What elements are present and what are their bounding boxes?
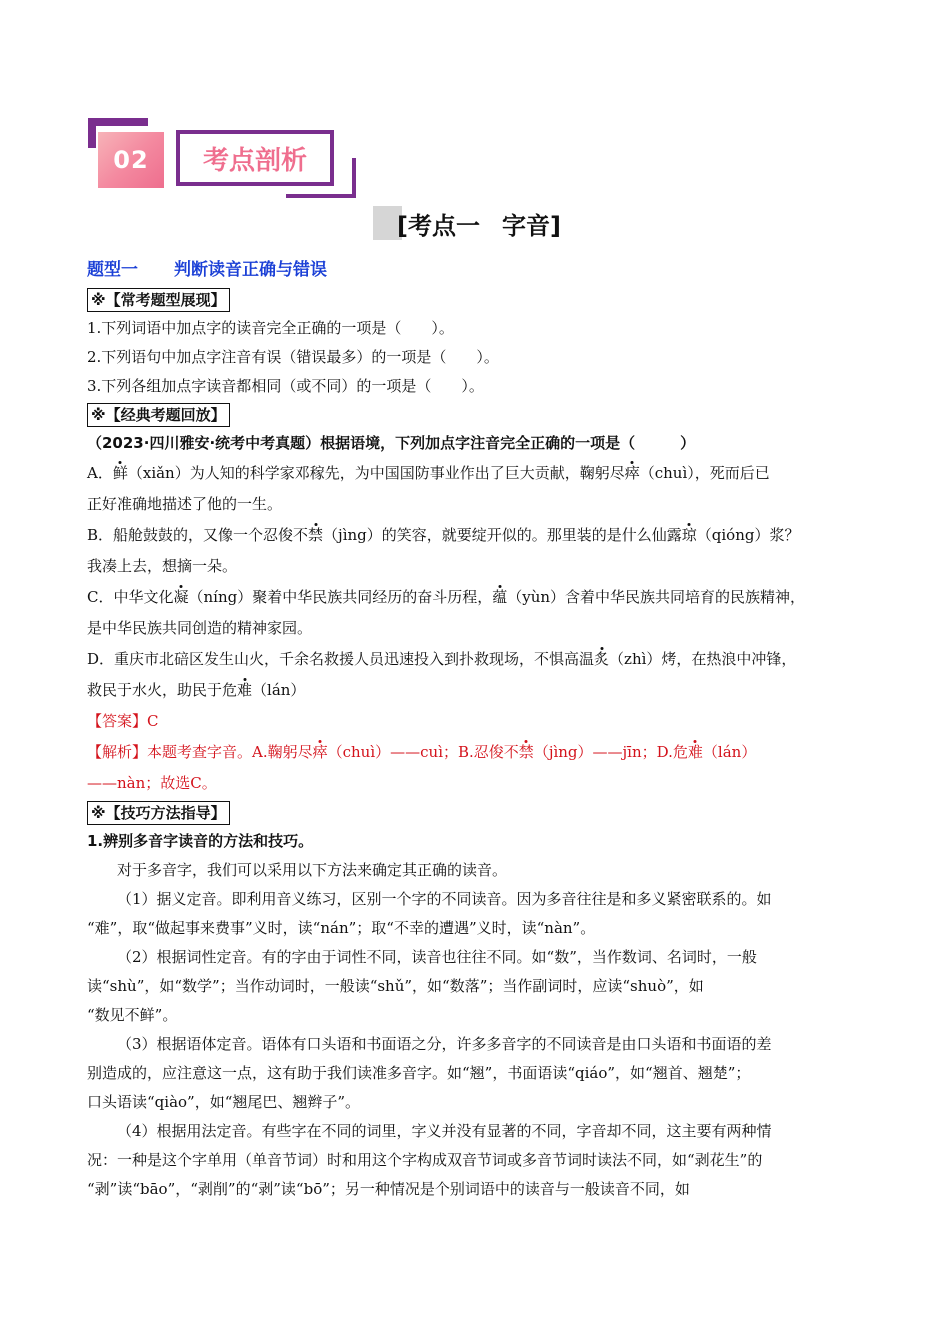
badge-frame-right <box>352 158 356 198</box>
dotted-char: 难 <box>237 681 253 699</box>
option-d-line2 <box>87 675 867 706</box>
text-run: （zhì）烤，在热浪中冲锋， <box>609 650 797 668</box>
badge-frame-bottom <box>286 194 356 198</box>
type-title: 判断读音正确与错误 <box>174 260 327 280</box>
dotted-char: 琼 <box>681 526 697 544</box>
box-heading-classic: ※【经典考题回放】 <box>87 403 230 427</box>
text-run: D．重庆市北碚区发生山火，千余名救援人员迅速投入到扑救现场，不惧高温 <box>87 650 595 668</box>
common-item-3: 3.下列各组加点字读音都相同（或不同）的一项是（ ）。 <box>87 377 484 395</box>
dotted-char: 凝 <box>173 588 189 606</box>
dotted-char: 蕴 <box>492 588 508 606</box>
text-run: （xiǎn）为人知的科学家邓稼先，为中国国防事业作出了巨大贡献，鞠躬尽 <box>127 464 625 482</box>
paragraph: 况：一种是这个字单用（单音节词）时和用这个字构成双音节词或多音节词时读法不同，如“剥花生”的 <box>87 1151 763 1169</box>
option-d <box>87 644 867 675</box>
dotted-char: 禁 <box>518 743 534 761</box>
main-content <box>87 254 867 1204</box>
dotted-char: 瘁 <box>312 743 328 761</box>
badge-label: 考点剖析 <box>176 130 334 186</box>
common-item-1: 1.下列词语中加点字的读音完全正确的一项是（ ）。 <box>87 319 454 337</box>
paragraph: （3）根据语体定音。语体有口头语和书面语之分，许多多音字的不同读音是由口头语和书面语的差 <box>117 1035 772 1053</box>
option-b-line2: 我凑上去，想摘一朵。 <box>87 557 238 575</box>
analysis <box>87 737 867 768</box>
answer: 【答案】C <box>87 712 159 730</box>
text-run: （jìng）的笑容，就要绽开似的。那里装的是什么仙露 <box>323 526 682 544</box>
text-run: （qióng）浆？ <box>696 526 800 544</box>
text-run: （chuì）——cuì；B.忍俊不 <box>327 743 519 761</box>
section-title-left: [考点一 <box>397 211 480 240</box>
dotted-char: 瘁 <box>624 464 640 482</box>
option-b <box>87 520 867 551</box>
common-item-2: 2.下列语句中加点字注音有误（错误最多）的一项是（ ）。 <box>87 348 499 366</box>
option-a-line2: 正好准确地描述了他的一生。 <box>87 495 283 513</box>
text-run: （yùn）含着中华民族共同培育的民族精神， <box>507 588 806 606</box>
analysis-line2: ——nàn；故选C。 <box>87 774 217 792</box>
text-run: B．船舱鼓鼓的，又像一个忍俊不 <box>87 526 309 544</box>
text-run: （jìng）——jīn；D.危 <box>533 743 688 761</box>
text-run: （lán） <box>252 681 306 699</box>
box-heading-common: ※【常考题型展现】 <box>87 288 230 312</box>
paragraph: （2）根据词性定音。有的字由于词性不同，读音也往往不同。如“数”，当作数词、名词时，一般 <box>117 948 757 966</box>
text-run: C．中华文化 <box>87 588 174 606</box>
dotted-char: 禁 <box>308 526 324 544</box>
section-title-right: 字音] <box>501 211 561 240</box>
paragraph: （1）据义定音。即利用音义练习，区别一个字的不同读音。因为多音往往是和多义紧密联系的。如 <box>117 890 772 908</box>
question-stem: （2023·四川雅安·统考中考真题）根据语境，下列加点字注音完全正确的一项是（ ） <box>87 434 696 452</box>
method-title: 1.辨别多音字读音的方法和技巧。 <box>87 832 314 850</box>
paragraph: “难”，取“做起事来费事”义时，读“nán”；取“不幸的遭遇”义时，读“nàn”。 <box>87 919 596 937</box>
badge-number: 02 <box>98 132 164 188</box>
option-c-line2: 是中华民族共同创造的精神家园。 <box>87 619 313 637</box>
option-a <box>87 458 867 489</box>
text-run: （níng）聚着中华民族共同经历的奋斗历程， <box>188 588 493 606</box>
dotted-char: 难 <box>687 743 703 761</box>
option-c <box>87 582 867 613</box>
text-run: （chuì），死而后已 <box>639 464 770 482</box>
box-heading-method: ※【技巧方法指导】 <box>87 801 230 825</box>
text-run: （lán） <box>702 743 757 761</box>
paragraph: （4）根据用法定音。有些字在不同的词里，字义并没有显著的不同，字音却不同，这主要有两种情 <box>117 1122 772 1140</box>
paragraph: “数见不鲜”。 <box>87 1006 178 1024</box>
badge-frame-top <box>88 118 148 126</box>
paragraph: 读“shù”，如“数学”；当作动词时，一般读“shǔ”，如“数落”；当作副词时，应读“shuò”，如 <box>87 977 704 995</box>
section-title <box>373 206 581 240</box>
section-badge <box>88 118 356 198</box>
dotted-char: 炙 <box>594 650 610 668</box>
dotted-char: 鲜 <box>112 464 128 482</box>
paragraph: 口头语读“qiào”，如“翘尾巴、翘辫子”。 <box>87 1093 361 1111</box>
text-run: 救民于水火，助民于危 <box>87 681 238 699</box>
type-heading <box>87 254 867 286</box>
type-prefix: 题型一 <box>87 260 138 280</box>
paragraph: “剥”读“bāo”，“剥削”的“剥”读“bō”；另一种情况是个别词语中的读音与一般读音不同，如 <box>87 1180 690 1198</box>
paragraph: 对于多音字，我们可以采用以下方法来确定其正确的读音。 <box>117 861 508 879</box>
text-run: 【解析】本题考查字音。A.鞠躬尽 <box>87 743 313 761</box>
badge-frame-left <box>88 118 96 148</box>
paragraph: 别造成的，应注意这一点，这有助于我们读准多音字。如“翘”，书面语读“qiáo”，如“翘首、翘楚”； <box>87 1064 751 1082</box>
text-run: A． <box>87 464 113 482</box>
